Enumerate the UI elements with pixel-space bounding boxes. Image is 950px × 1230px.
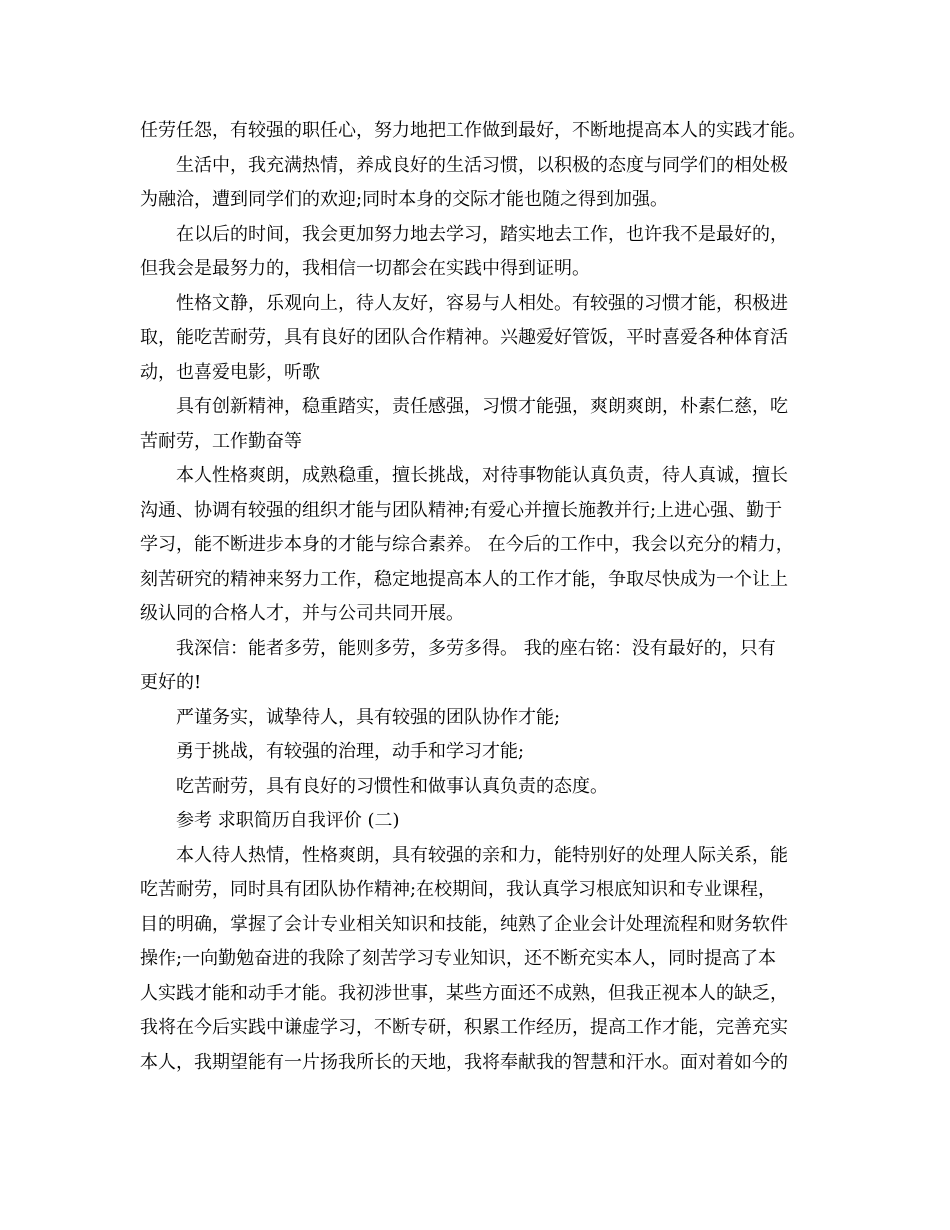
text-line: 性格文静，乐观向上，待人友好，容易与人相处。有较强的习惯才能，积极进	[176, 292, 788, 314]
text-line: 沟通、协调有较强的组织才能与团队精神;有爱心并擅长施教并行;上进心强、勤于	[140, 499, 783, 521]
text-line: 目的明确，掌握了会计专业相关知识和技能，纯熟了企业会计处理流程和财务软件	[140, 913, 788, 935]
text-line: 级认同的合格人才，并与公司共同开展。	[140, 603, 464, 624]
text-line: 我将在今后实践中谦虚学习，不断专研，积累工作经历，提高工作才能，完善充实	[140, 1017, 788, 1038]
text-line: 任劳任怨，有较强的职任心，努力地把工作做到最好，不断地提高本人的实践才能。	[140, 120, 806, 141]
text-line: 本人性格爽朗，成熟稳重，擅长挑战，对待事物能认真负责，待人真诚，擅长	[176, 465, 788, 486]
text-line: 严谨务实，诚挚待人，具有较强的团队协作才能;	[176, 706, 561, 728]
text-line: 为融洽，遭到同学们的欢迎;同时本身的交际才能也随之得到加强。	[140, 189, 669, 210]
text-line: 生活中，我充满热情，养成良好的生活习惯，以积极的态度与同学们的相处极	[176, 154, 788, 176]
text-line: 勇于挑战，有较强的治理，动手和学习才能;	[176, 741, 525, 762]
text-line: 但我会是最努力的，我相信一切都会在实践中得到证明。	[140, 258, 590, 279]
text-line: 人实践才能和动手才能。我初涉世事，某些方面还不成熟，但我正视本人的缺乏，	[140, 982, 788, 1004]
document-body-text	[140, 114, 840, 1080]
text-line: 我深信：能者多劳，能则多劳，多劳多得。 我的座右铭：没有最好的，只有	[176, 637, 776, 659]
text-line: 吃苦耐劳，同时具有团队协作精神;在校期间，我认真学习根底知识和专业课程，	[140, 879, 777, 900]
text-line: 本人，我期望能有一片扬我所长的天地，我将奉献我的智慧和汗水。面对着如今的	[140, 1051, 788, 1073]
text-line: 具有创新精神，稳重踏实，责任感强，习惯才能强，爽朗爽朗，朴素仁慈，吃	[176, 396, 788, 417]
text-line: 本人待人热情，性格爽朗，具有较强的亲和力，能特别好的处理人际关系，能	[176, 844, 788, 866]
text-line: 操作;一向勤勉奋进的我除了刻苦学习专业知识，还不断充实本人，同时提高了本	[140, 948, 777, 969]
text-line: 吃苦耐劳，具有良好的习惯性和做事认真负责的态度。	[176, 775, 608, 797]
text-line: 取，能吃苦耐劳，具有良好的团队合作精神。兴趣爱好管饭，平时喜爱各种体育活	[140, 327, 788, 348]
text-line: 学习，能不断进步本身的才能与综合素养。 在今后的工作中，我会以充分的精力，	[140, 534, 794, 555]
text-line: 刻苦研究的精神来努力工作，稳定地提高本人的工作才能，争取尽快成为一个让上	[140, 568, 788, 590]
text-line: 动，也喜爱电影，听歌	[140, 361, 320, 383]
text-line: 苦耐劳，工作勤奋等	[140, 430, 302, 452]
text-line: 更好的!	[140, 672, 202, 693]
text-line: 在以后的时间，我会更加努力地去学习，踏实地去工作，也许我不是最好的，	[176, 223, 788, 245]
text-line: 参考 求职简历自我评价 (二)	[176, 810, 400, 831]
